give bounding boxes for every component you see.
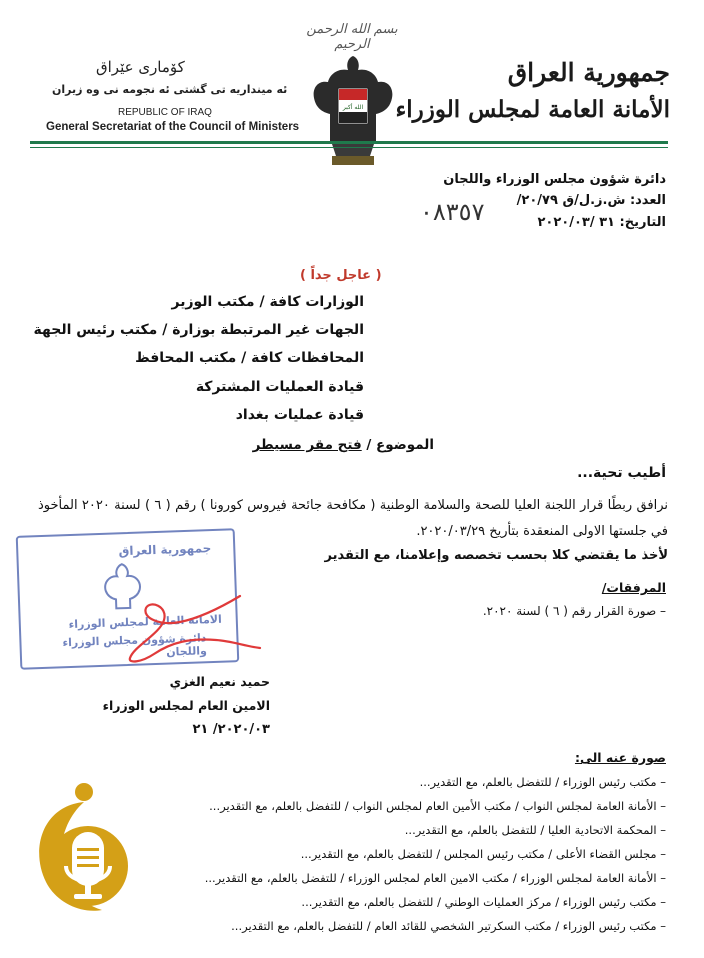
urgent-label: ( عاجل جداً ) [300,268,382,283]
addressee-1: الوزارات كافة / مكتب الوزير [171,294,364,310]
cc-item: – مجلس القضاء الأعلى / مكتب رئيس المجلس / للتفضل بالعلم، مع التقدير... [205,842,666,866]
header-org-arabic: الأمانة العامة لمجلس الوزراء [395,96,670,123]
header-org-english: General Secretariat of the Council of Ministers [46,121,300,133]
microphone-logo-icon [22,770,142,920]
eagle-emblem-icon [308,52,398,170]
attachments-heading: المرفقات/ [601,580,666,595]
department-name: دائرة شؤون مجلس الوزراء واللجان [443,172,666,187]
header-rule-thin [30,147,668,148]
header-country-kurdish: كۆماری عێراق [96,58,185,76]
cc-item: – الأمانة العامة لمجلس الوزراء / مكتب الامين العام لمجلس الوزراء / للتفضل بالعلم، مع التقدير... [205,866,666,890]
svg-text:الله أكبر: الله أكبر [342,104,364,111]
header-rule-thick [30,141,668,144]
signatory-title: الامين العام لمجلس الوزراء [102,698,270,713]
cc-item: – مكتب رئيس الوزراء / مركز العمليات الوطني / للتفضل بالعلم، مع التقدير... [205,890,666,914]
cc-heading: صورة عنه الى: [574,750,666,765]
subject-label: الموضوع / [366,437,434,453]
cc-item: – مكتب رئيس الوزراء / للتفضل بالعلم، مع التقدير... [205,770,666,794]
greeting: أطيب تحية... [577,465,666,481]
header-org-kurdish: ئه مینداریه تی گشتی ئه نجومه نی وه زیران [52,83,288,96]
addressee-4: قيادة العمليات المشتركة [195,379,364,395]
cc-item: – المحكمة الاتحادية العليا / للتفضل بالعلم، مع التقدير... [205,818,666,842]
handwritten-signature [120,588,270,668]
signatory-name: حميد نعيم الغزي [169,674,270,689]
body-paragraph: نرافق ربطًا قرار اللجنة العليا للصحة والسلامة الوطنية ( مكافحة جائحة فيروس كورونا ) رقم ( ٦ ) لسنة ٢٠٢٠ المأخوذ في جلستها الاولى المنعقدة بتأريخ ٢٠٢٠/٠٣/٢٩. [38,498,668,539]
date-value: ٣١ /٢٠٢٠/٠٣ [537,215,615,230]
stamp-country: جمهورية العراق [118,541,212,559]
cc-list [205,770,666,938]
addressee-3: المحافظات كافة / مكتب المحافظ [135,350,364,366]
date-label: التاريخ: [619,215,666,230]
action-request: لأخذ ما يقتضي كلا بحسب تخصصه وإعلامنا، مع التقدير [324,548,668,563]
cc-item: – مكتب رئيس الوزراء / مكتب السكرتير الشخصي للقائد العام / للتفضل بالعلم، مع التقدير... [205,914,666,938]
signature-date: ٢٠٢٠/٠٣/ ٢١ [192,722,270,737]
reference-label: العدد: [629,193,666,208]
attachment-item: – صورة القرار رقم ( ٦ ) لسنة ٢٠٢٠. [482,604,666,618]
stamp-org: الامانة العامة لمجلس الوزراء [68,612,222,632]
reference-value: ش.ز.ل/ق ٢٠/٧٩/ [516,193,626,208]
bismillah: بسم الله الرحمن الرحيم [306,22,398,52]
addressee-5: قيادة عمليات بغداد [235,407,364,423]
stamp-dept: دائرة شؤون مجلس الوزراء واللجان [62,631,208,659]
cc-item: – الأمانة العامة لمجلس النواب / مكتب الأمين العام لمجلس النواب / للتفضل بالعلم، مع التقدير... [205,794,666,818]
reference-number [517,193,666,208]
handwritten-number: ٠٨٣٥٧ [420,198,485,226]
header-country-english: REPUBLIC OF IRAQ [118,107,212,118]
letter-date [537,215,666,230]
subject-value: فتح مقر مسيطر [252,437,362,453]
header-country-arabic: جمهورية العراق [507,58,670,87]
subject-line [253,437,434,453]
addressee-2: الجهات غير المرتبطة بوزارة / مكتب رئيس الجهة [33,322,364,338]
